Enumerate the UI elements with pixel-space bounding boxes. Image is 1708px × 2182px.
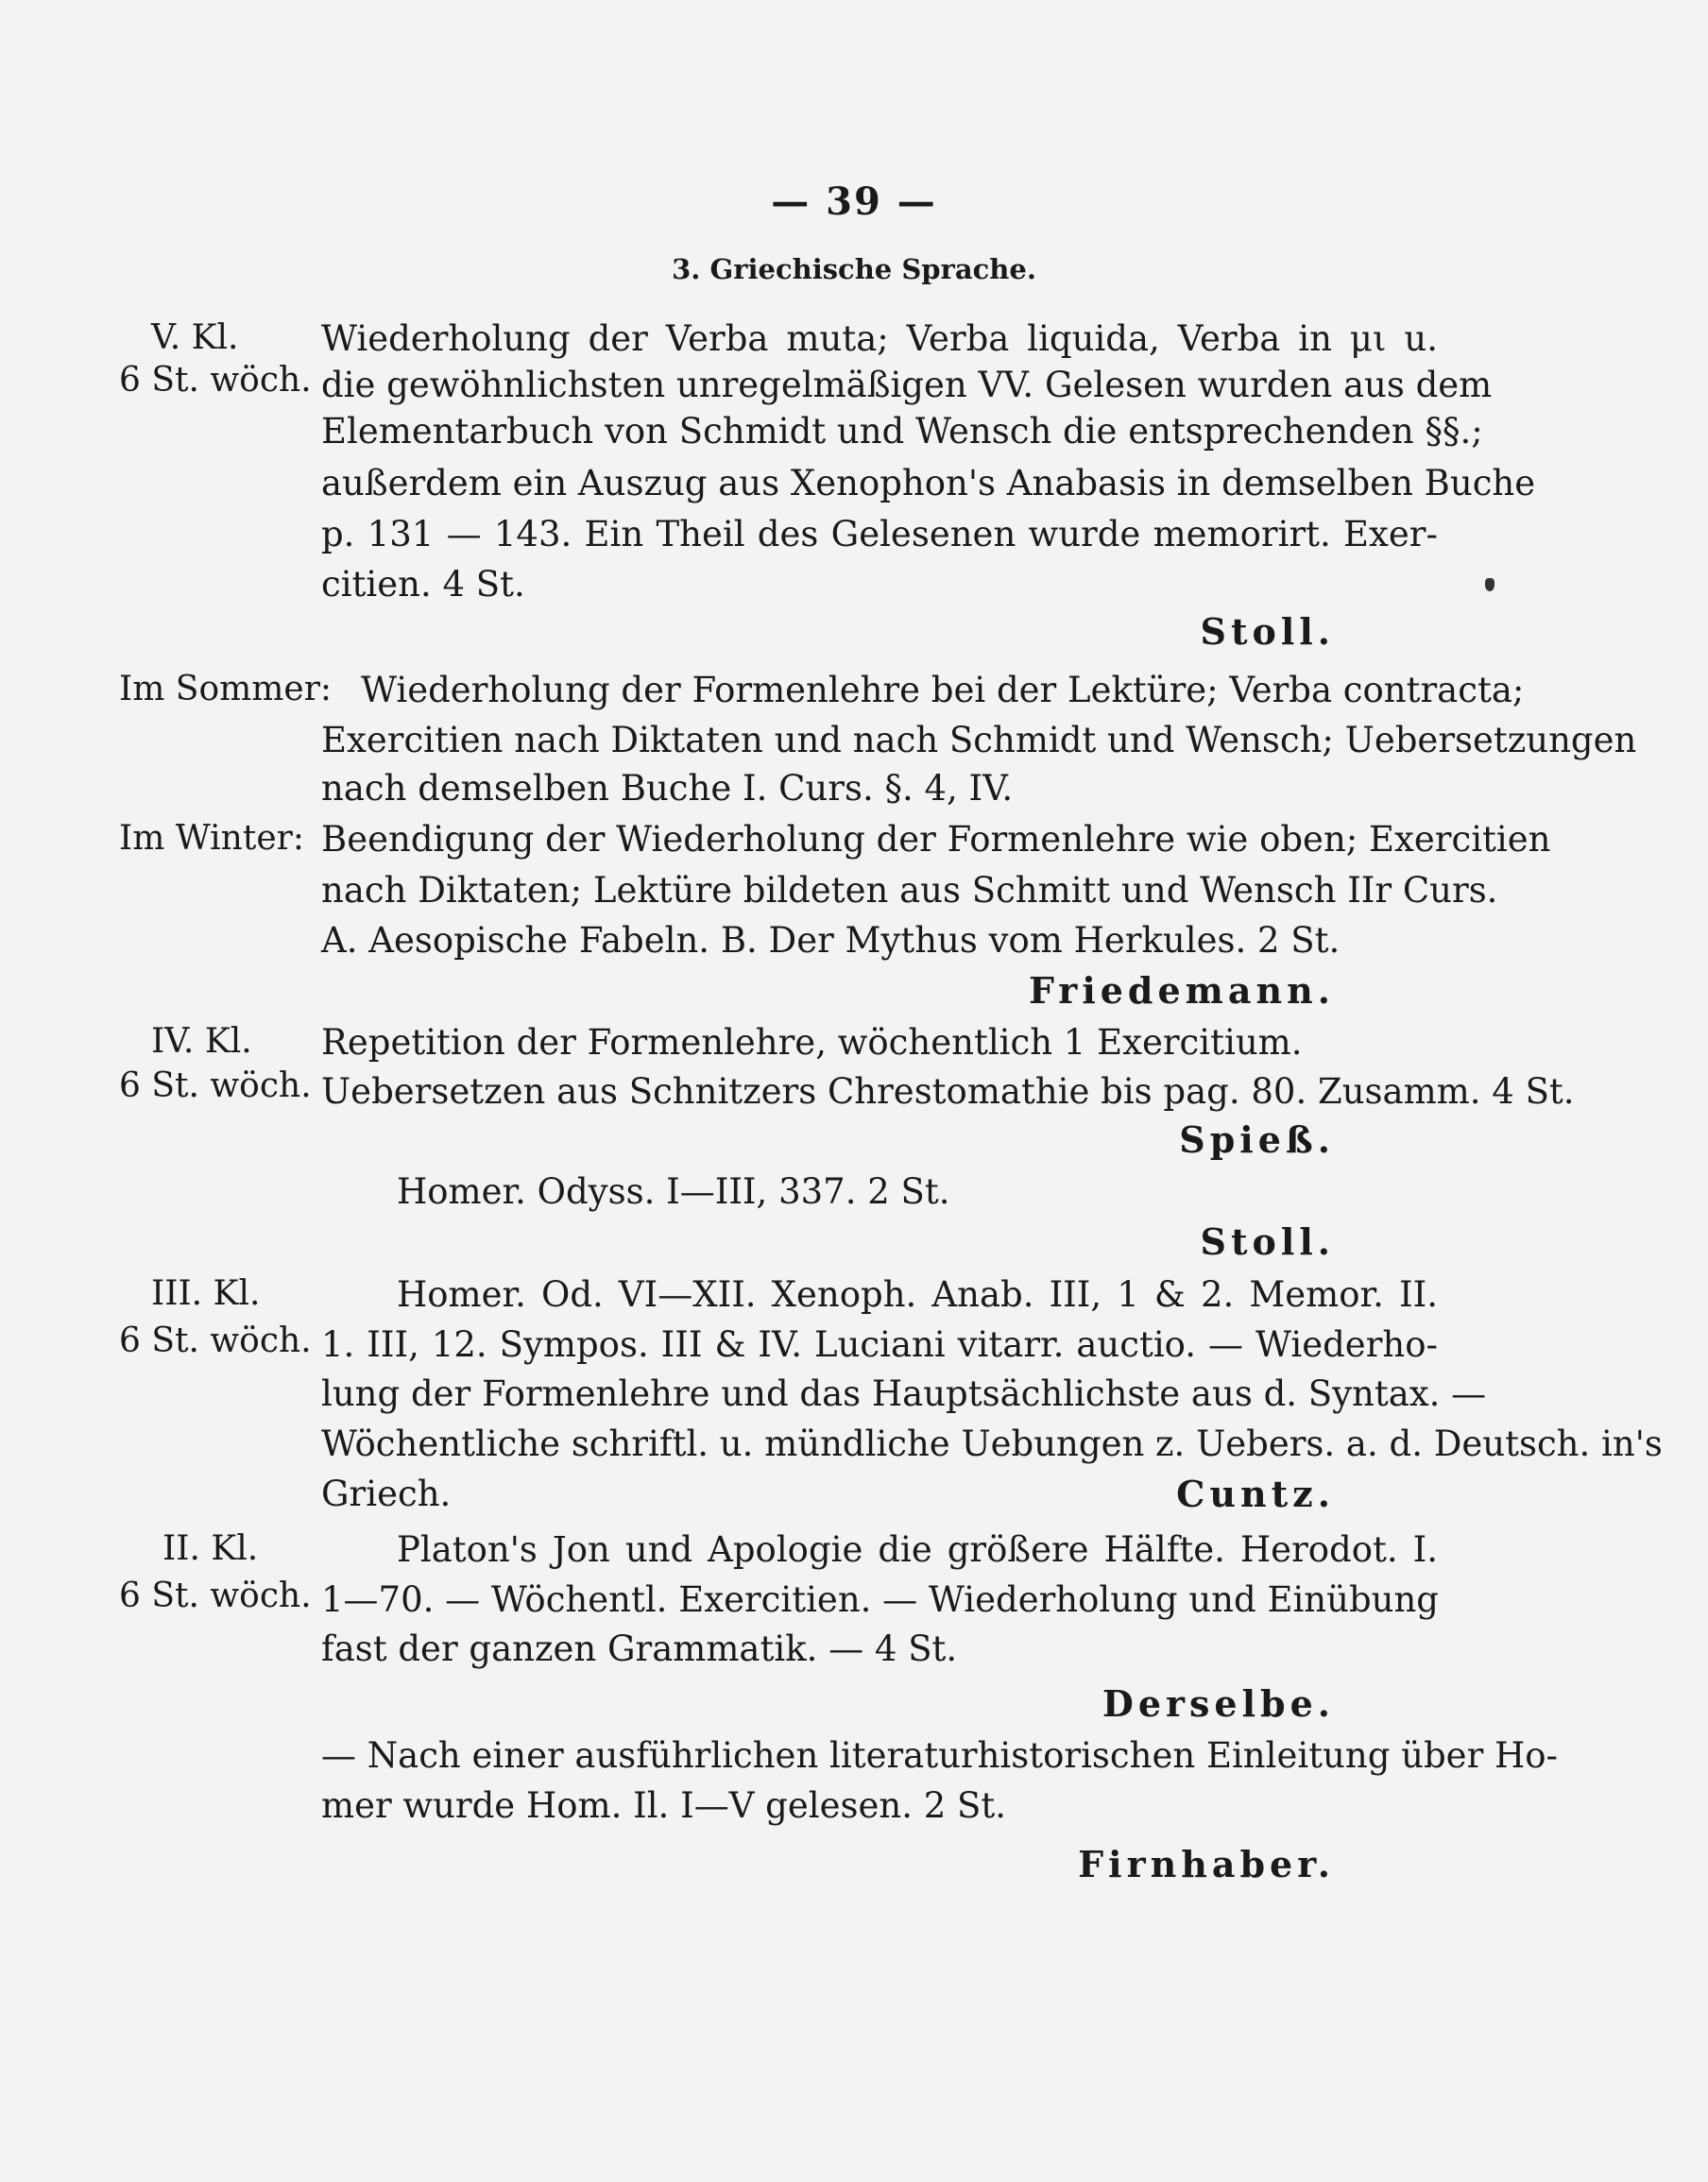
- text-line: fast der ganzen Grammatik. — 4 St.: [321, 1628, 958, 1669]
- signature: Derselbe.: [1102, 1682, 1335, 1725]
- signature: Stoll.: [1200, 610, 1335, 653]
- text-line: — Nach einer ausführlichen literaturhistorischen Einleitung über Ho-: [321, 1735, 1559, 1776]
- text-line: Homer. Od. VI—XII. Xenoph. Anab. III, 1 & 2. Memor. II.: [397, 1274, 1438, 1315]
- class-label-ii: II. Kl.: [162, 1529, 259, 1568]
- text-line: Exercitien nach Diktaten und nach Schmidt und Wensch; Uebersetzungen: [321, 720, 1637, 760]
- text-line: citien. 4 St.: [321, 564, 525, 605]
- text-line: p. 131 — 143. Ein Theil des Gelesenen wurde memorirt. Exer-: [321, 514, 1438, 554]
- text-line: die gewöhnlichsten unregelmäßigen VV. Gelesen wurden aus dem: [321, 365, 1493, 405]
- text-line: Beendigung der Wiederholung der Formenlehre wie oben; Exercitien: [321, 819, 1551, 860]
- text-line: Repetition der Formenlehre, wöchentlich 1 Exercitium.: [321, 1022, 1303, 1063]
- text-line: nach demselben Buche I. Curs. §. 4, IV.: [321, 768, 1014, 809]
- text-line: Uebersetzen aus Schnitzers Chrestomathie bis pag. 80. Zusamm. 4 St.: [321, 1071, 1575, 1112]
- signature: Cuntz.: [1176, 1473, 1335, 1515]
- signature: Spieß.: [1179, 1118, 1335, 1161]
- text-line: mer wurde Hom. Il. I—V gelesen. 2 St.: [321, 1785, 1007, 1826]
- class-label-v: V. Kl.: [151, 318, 239, 357]
- ink-speck: [1485, 578, 1494, 591]
- class-label-iv: IV. Kl.: [151, 1022, 252, 1061]
- text-line: Homer. Odyss. I—III, 337. 2 St.: [397, 1171, 950, 1212]
- text-line: Wiederholung der Formenlehre bei der Lektüre; Verba contracta;: [361, 670, 1525, 710]
- page-number: — 39 —: [771, 179, 937, 224]
- section-title: 3. Griechische Sprache.: [672, 253, 1036, 285]
- signature: Stoll.: [1200, 1220, 1335, 1263]
- signature: Friedemann.: [1028, 969, 1335, 1012]
- text-line: Wiederholung der Verba muta; Verba liquida, Verba in μι u.: [321, 318, 1438, 359]
- hours-label-iv: 6 St. wöch.: [119, 1066, 312, 1105]
- text-line: Wöchentliche schriftl. u. mündliche Uebungen z. Uebers. a. d. Deutsch. in's: [321, 1423, 1663, 1464]
- text-line: 1—70. — Wöchentl. Exercitien. — Wiederholung und Einübung: [321, 1579, 1439, 1620]
- text-line: lung der Formenlehre und das Hauptsächlichste aus d. Syntax. —: [321, 1373, 1487, 1414]
- hours-label-v: 6 St. wöch.: [119, 361, 312, 400]
- text-line: Elementarbuch von Schmidt und Wensch die entsprechenden §§.;: [321, 411, 1483, 452]
- label-winter: Im Winter:: [119, 819, 304, 858]
- hours-label-iii: 6 St. wöch.: [119, 1321, 312, 1360]
- hours-label-ii: 6 St. wöch.: [119, 1577, 312, 1615]
- text-line: A. Aesopische Fabeln. B. Der Mythus vom Herkules. 2 St.: [321, 920, 1341, 961]
- text-line: Griech.: [321, 1474, 452, 1514]
- text-line: nach Diktaten; Lektüre bildeten aus Schmitt und Wensch IIr Curs.: [321, 870, 1498, 911]
- class-label-iii: III. Kl.: [151, 1274, 261, 1313]
- text-line: 1. III, 12. Sympos. III & IV. Luciani vitarr. auctio. — Wiederho-: [321, 1324, 1438, 1365]
- text-line: Platon's Jon und Apologie die größere Hälfte. Herodot. I.: [397, 1529, 1438, 1570]
- text-line: außerdem ein Auszug aus Xenophon's Anabasis in demselben Buche: [321, 463, 1536, 503]
- signature: Firnhaber.: [1078, 1843, 1335, 1885]
- label-sommer: Im Sommer:: [119, 670, 333, 708]
